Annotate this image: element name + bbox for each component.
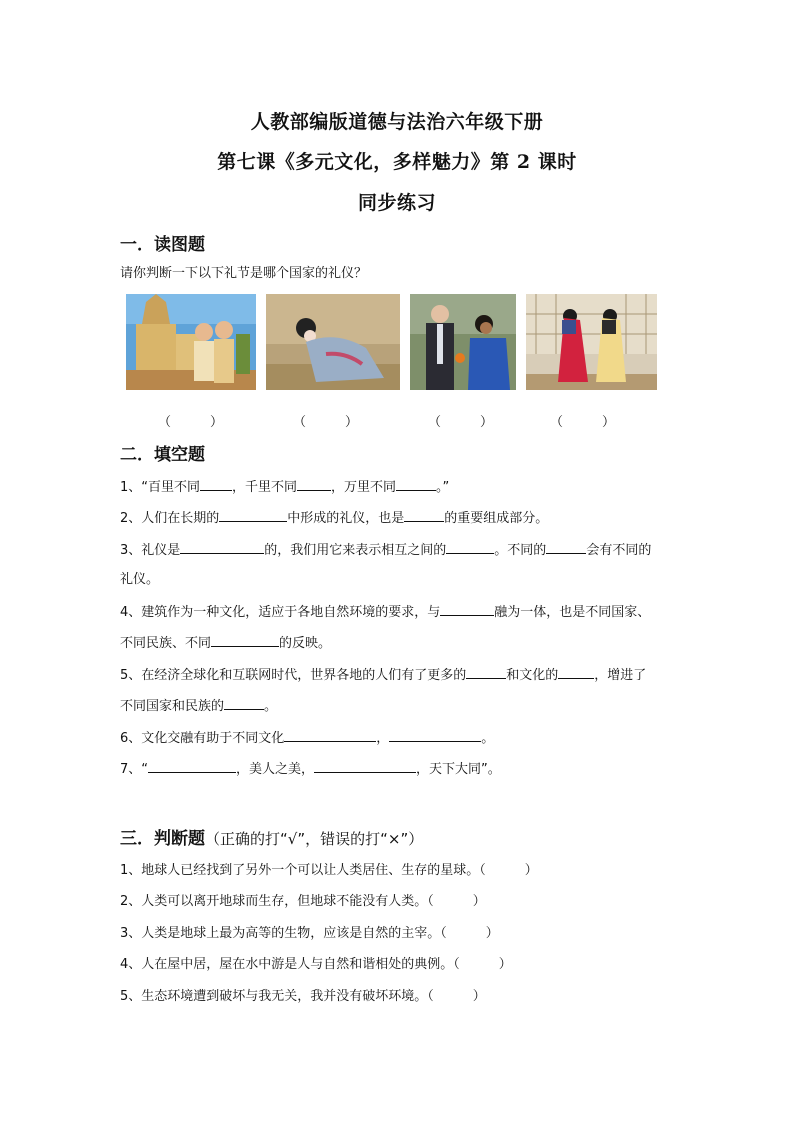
blank[interactable] (546, 539, 586, 554)
fill-question-1: 1、“百里不同 ，千里不同 ，万里不同 。” (120, 476, 449, 498)
section-reading-prompt: 请你判断一下以下礼节是哪个国家的礼仪？ (120, 266, 368, 281)
judge-item-5: 5、生态环境遭到破坏与我无关，我并没有破坏环境。（ ） (120, 989, 486, 1004)
section-reading-heading: 一．读图题 (120, 235, 205, 255)
fill-question-3: 3、礼仪是 的，我们用它来表示相互之间的 。不同的 会有不同的 (120, 539, 651, 561)
judge-item-1: 1、地球人已经找到了另外一个可以让人类居住、生存的星球。（ ） (120, 863, 538, 878)
answer-blank-1[interactable]: （ ） (158, 415, 224, 430)
title-lesson: 第七课《多元文化，多样魅力》第 2 课时 (217, 151, 577, 173)
blank[interactable] (466, 664, 506, 679)
blank[interactable] (219, 507, 287, 522)
blank[interactable] (200, 476, 232, 491)
answer-blank-3[interactable]: （ ） (428, 415, 494, 430)
japanese-bow-photo (266, 294, 400, 390)
blank[interactable] (440, 601, 494, 616)
blank[interactable] (224, 695, 264, 710)
blank[interactable] (148, 758, 236, 773)
fill-question-5: 5、在经济全球化和互联网时代，世界各地的人们有了更多的 和文化的 ，增进了 (120, 664, 646, 686)
fill-question-4: 4、建筑作为一种文化，适应于各地自然环境的要求，与 融为一体，也是不同国家、 (120, 601, 650, 623)
fill-question-4-continued: 不同民族、不同 的反映。 (120, 632, 331, 654)
section-judge-note: （正确的打“√”，错误的打“×”） (205, 830, 424, 848)
answer-blank-4[interactable]: （ ） (550, 415, 616, 430)
blank[interactable] (297, 476, 331, 491)
title-textbook: 人教部编版道德与法治六年级下册 (250, 111, 544, 133)
korean-bow-photo (526, 294, 657, 390)
title-exercise: 同步练习 (357, 192, 436, 214)
judge-item-4: 4、人在屋中居，屋在水中游是人与自然和谐相处的典例。（ ） (120, 957, 512, 972)
judge-item-2: 2、人类可以离开地球而生存，但地球不能没有人类。（ ） (120, 894, 486, 909)
blank[interactable] (284, 727, 376, 742)
blank[interactable] (314, 758, 416, 773)
blank[interactable] (180, 539, 264, 554)
judge-item-3: 3、人类是地球上最为高等的生物，应该是自然的主宰。（ ） (120, 926, 499, 941)
fill-question-6: 6、文化交融有助于不同文化 ， 。 (120, 727, 494, 749)
fill-question-7: 7、“ ，美人之美， ，天下大同”。 (120, 758, 501, 780)
blank[interactable] (396, 476, 436, 491)
blank[interactable] (558, 664, 594, 679)
indian-tilak-photo (410, 294, 516, 390)
blank[interactable] (404, 507, 444, 522)
blank[interactable] (446, 539, 494, 554)
fill-question-2: 2、人们在长期的 中形成的礼仪，也是 的重要组成部分。 (120, 507, 548, 529)
blank[interactable] (389, 727, 481, 742)
fill-question-5-continued: 不同国家和民族的 。 (120, 695, 277, 717)
thai-greeting-photo (126, 294, 256, 390)
section-fill-heading: 二．填空题 (120, 445, 205, 465)
answer-blank-2[interactable]: （ ） (293, 415, 359, 430)
fill-question-3-continued: 礼仪。 (120, 572, 160, 587)
blank[interactable] (211, 632, 279, 647)
section-judge-heading: 三．判断题（正确的打“√”，错误的打“×”） (120, 829, 424, 849)
